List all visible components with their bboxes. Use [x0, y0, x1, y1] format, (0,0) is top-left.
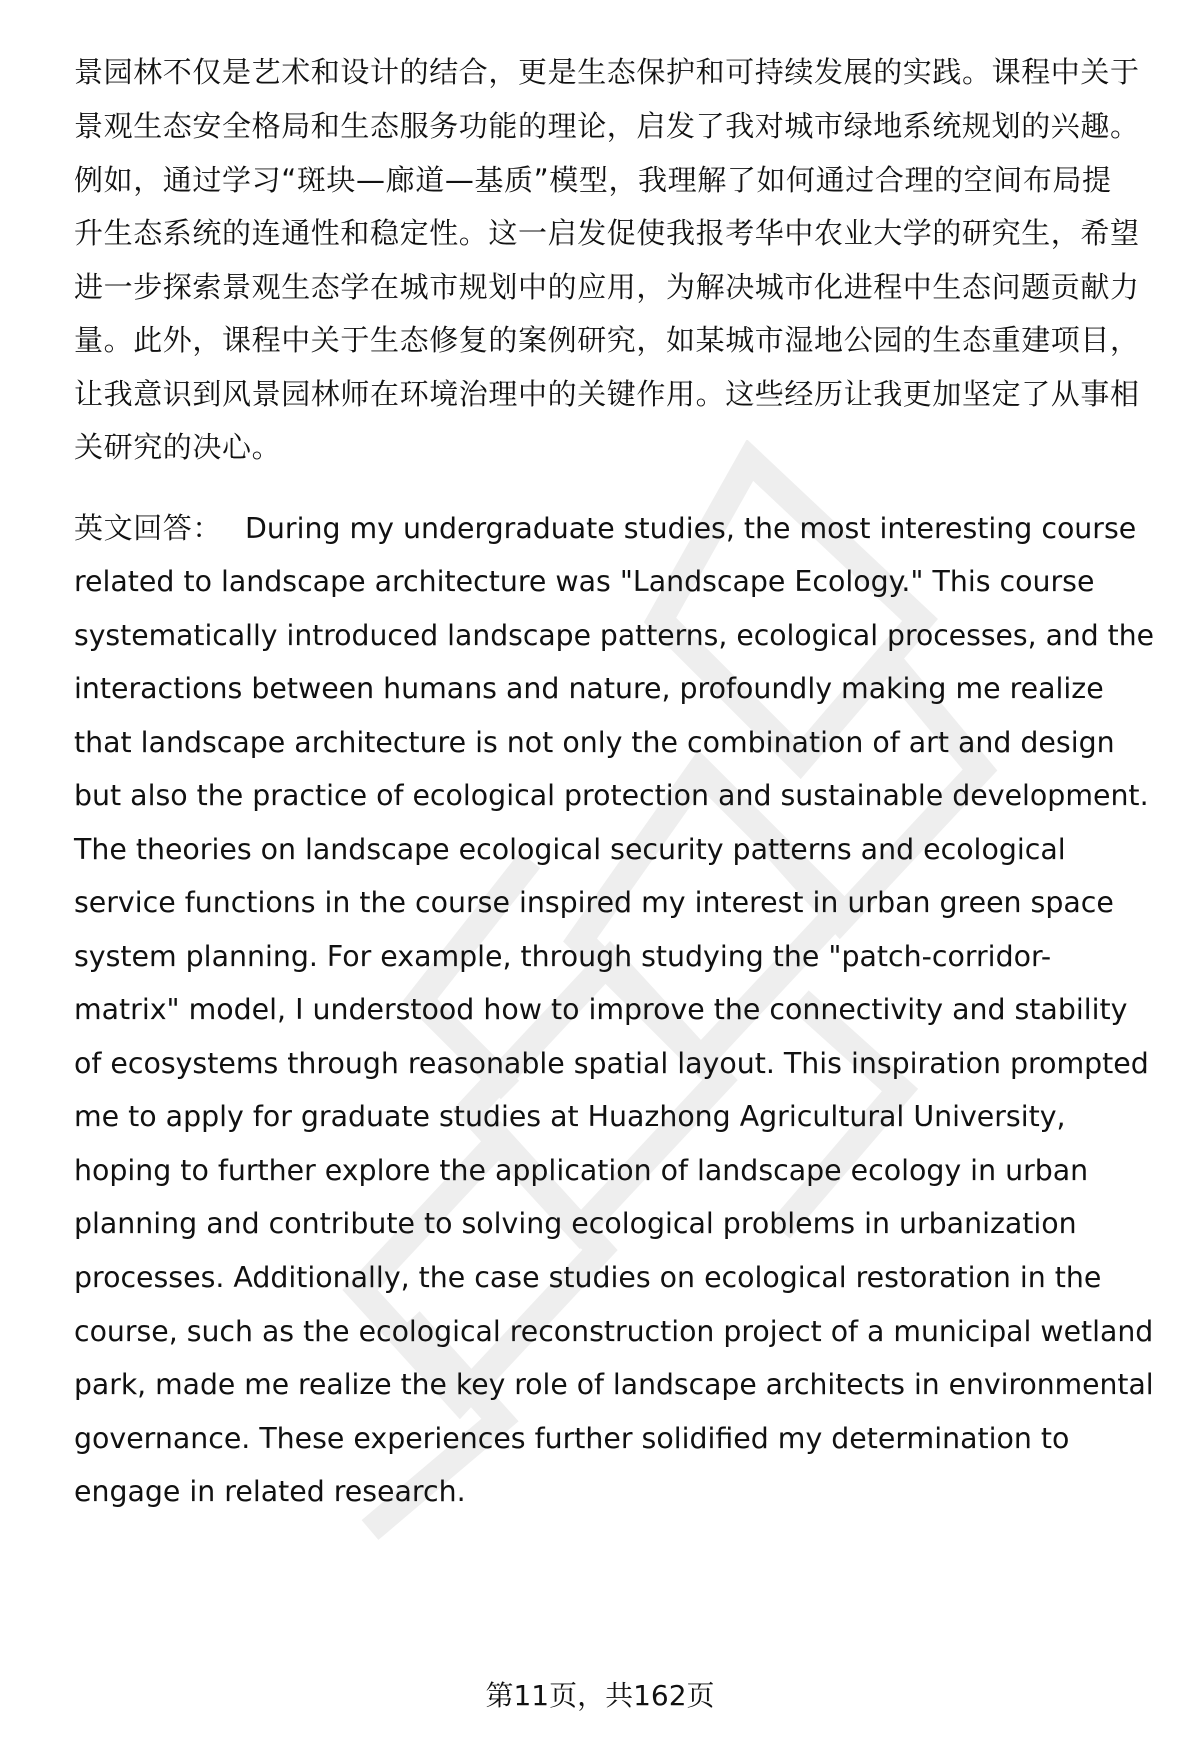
text-line: 让我意识到风景园林师在环境治理中的关键作用。这些经历让我更加坚定了从事相 — [74, 377, 1140, 411]
text-line: that landscape architecture is not only the combination of art and design — [74, 726, 1115, 759]
text-line: 升生态系统的连通性和稳定性。这一启发促使我报考华中农业大学的研究生，希望 — [74, 216, 1140, 250]
text-line: but also the practice of ecological protection and sustainable development. — [74, 779, 1149, 812]
text-line: 例如，通过学习“斑块—廊道—基质”模型，我理解了如何通过合理的空间布局提 — [74, 163, 1112, 197]
text-line: me to apply for graduate studies at Huazhong Agricultural University, — [74, 1100, 1066, 1133]
text-line: system planning. For example, through studying the "patch-corridor- — [74, 940, 1052, 973]
english-answer-label: 英文回答： — [74, 511, 223, 545]
text-line: interactions between humans and nature, profoundly making me realize — [74, 672, 1104, 705]
text-line: 景观生态安全格局和生态服务功能的理论，启发了我对城市绿地系统规划的兴趣。 — [74, 109, 1140, 143]
text-line: 关研究的决心。 — [74, 430, 282, 464]
text-line: engage in related research. — [74, 1475, 466, 1508]
text-line: 进一步探索景观生态学在城市规划中的应用，为解决城市化进程中生态问题贡献力 — [74, 270, 1140, 304]
text-line: park, made me realize the key role of landscape architects in environmental — [74, 1368, 1154, 1401]
text-line: governance. These experiences further solidified my determination to — [74, 1422, 1070, 1455]
text-line: 量。此外，课程中关于生态修复的案例研究，如某城市湿地公园的生态重建项目， — [74, 323, 1140, 357]
text-line: hoping to further explore the application of landscape ecology in urban — [74, 1154, 1089, 1187]
text-line: matrix" model, I understood how to improve the connectivity and stability — [74, 993, 1128, 1026]
text-line: planning and contribute to solving ecological problems in urbanization — [74, 1207, 1077, 1240]
text-line: systematically introduced landscape patterns, ecological processes, and the — [74, 619, 1154, 652]
text-line: course, such as the ecological reconstruction project of a municipal wetland — [74, 1315, 1154, 1348]
text-line: The theories on landscape ecological security patterns and ecological — [74, 833, 1066, 866]
text-segment: During my undergraduate studies, the most interesting course — [245, 512, 1137, 545]
text-line: processes. Additionally, the case studies on ecological restoration in the — [74, 1261, 1102, 1294]
text-line: related to landscape architecture was "Landscape Ecology." This course — [74, 565, 1095, 598]
text-line: of ecosystems through reasonable spatial layout. This inspiration prompted — [74, 1047, 1149, 1080]
text-line — [74, 508, 1136, 549]
text-line: service functions in the course inspired my interest in urban green space — [74, 886, 1114, 919]
text-line: 景园林不仅是艺术和设计的结合，更是生态保护和可持续发展的实践。课程中关于 — [74, 55, 1140, 89]
page-number-footer: 第11页，共162页 — [485, 1679, 715, 1712]
